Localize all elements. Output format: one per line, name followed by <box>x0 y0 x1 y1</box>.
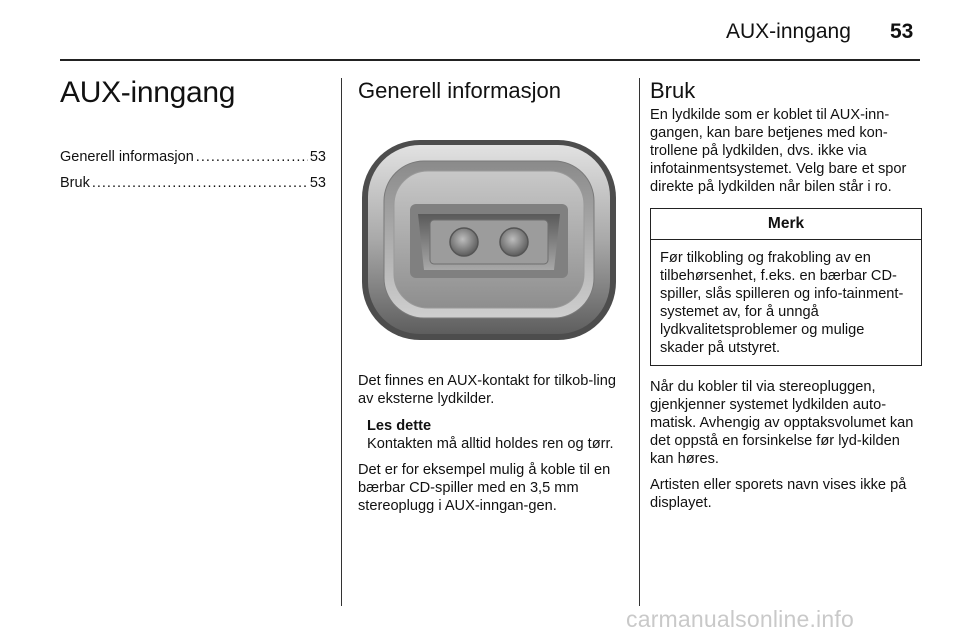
notice-box <box>650 208 922 366</box>
running-title: AUX-inngang <box>726 20 851 43</box>
usage-paragraph-1: En lydkilde som er koblet til AUX-inn-gangen, kan bare betjenes med kon-trollene på lydkilden, dvs. ikke via infotainmentsystemet. Velg bare et spor direkte på lydkilden når bilen står i ro. <box>650 107 907 195</box>
header-rule <box>60 59 920 61</box>
section-title-general: Generell informasjon <box>358 78 561 103</box>
toc-entry-page: 53 <box>309 149 326 165</box>
care-note-label: Les dette <box>367 418 432 434</box>
column-divider-2 <box>639 78 640 606</box>
aux-socket-icon <box>358 134 620 346</box>
aux-socket-figure <box>358 134 620 346</box>
toc-leader-dots <box>196 144 308 170</box>
toc-entry[interactable] <box>60 144 326 170</box>
chapter-column <box>60 76 326 196</box>
toc-leader-dots <box>92 170 308 196</box>
care-note <box>358 417 624 453</box>
usage-column <box>650 78 922 512</box>
care-note-text: Kontakten må alltid holdes ren og tørr. <box>367 436 614 452</box>
usage-paragraph-3: Artisten eller sporets navn vises ikke på displayet. <box>650 477 907 511</box>
toc-entry-label: Generell informasjon <box>60 149 194 165</box>
usage-paragraph-2: Når du kobler til via stereopluggen, gjenkjenner systemet lydkilden auto-matisk. Avhengig av opptaksvolumet kan det oppstå en forsinkelse før lyd-kilden kan høres. <box>650 379 914 467</box>
general-paragraph-2: Det er for eksempel mulig å koble til en bærbar CD-spiller med en 3,5 mm stereoplugg i AUX-inngan-gen. <box>358 462 611 514</box>
toc-entry-page: 53 <box>309 175 326 191</box>
notice-text: Før tilkobling og frakobling av en tilbehørsenhet, f.eks. en bærbar CD-spiller, slås spilleren og info-tainment-systemet av, for å unngå lydkvalitetsproblemer og mulige skader på utstyret. <box>660 250 904 356</box>
site-watermark: carmanualsonline.info <box>626 606 854 632</box>
section-title-usage: Bruk <box>650 78 696 103</box>
toc-entry-label: Bruk <box>60 175 90 191</box>
column-divider-1 <box>341 78 342 606</box>
chapter-title: AUX-inngang <box>60 76 236 109</box>
notice-heading: Merk <box>651 209 921 240</box>
general-info-column <box>358 78 624 515</box>
page-number: 53 <box>890 20 914 43</box>
general-paragraph-1: Det finnes en AUX-kontakt for tilkob-ling av eksterne lydkilder. <box>358 373 616 407</box>
table-of-contents <box>60 144 326 196</box>
toc-entry[interactable] <box>60 170 326 196</box>
